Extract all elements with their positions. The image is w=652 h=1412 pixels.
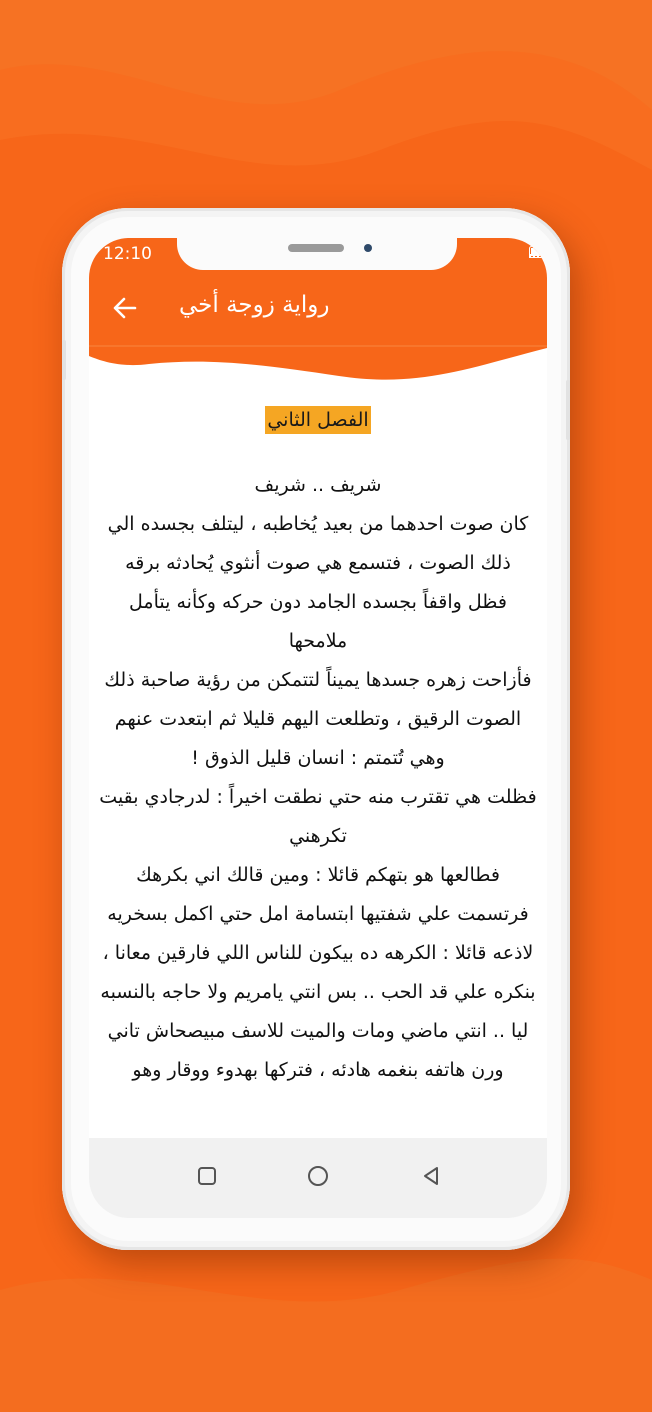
- page-title: رواية زوجة أخي: [179, 292, 330, 318]
- system-nav-bar: [89, 1138, 547, 1218]
- home-button[interactable]: [306, 1164, 330, 1188]
- triangle-back-icon: [419, 1164, 443, 1188]
- nav-back-button[interactable]: [419, 1164, 443, 1188]
- paragraph: فظلت هي تقترب منه حتي نطقت اخيراً : لدرجادي بقيت تكرهني: [99, 786, 537, 847]
- phone-screen: [89, 238, 547, 1218]
- circle-icon: [306, 1164, 330, 1188]
- chapter-content[interactable]: [89, 398, 547, 1138]
- arrow-back-icon: [111, 294, 139, 322]
- paragraph: ورن هاتفه بنغمه هادئه ، فتركها بهدوء ووقار وهو: [132, 1059, 504, 1081]
- app-bar: [89, 238, 547, 398]
- paragraph: فطالعها هو بتهكم قائلا : ومين قالك اني بكرهك: [136, 864, 500, 886]
- paragraph: فظل واقفاً بجسده الجامد دون حركه وكأنه يتأمل ملامحها: [129, 591, 507, 652]
- status-time: 12:10: [103, 244, 152, 264]
- paragraph: فأزاحت زهره جسدها يميناً لتتمكن من رؤية صاحبة ذلك الصوت الرقيق ، وتطلعت اليهم قليلا ثم ابتعدت عنهم وهي تُتمتم : انسان قليل الذوق !: [104, 669, 532, 769]
- back-button[interactable]: [111, 294, 139, 322]
- chapter-title: الفصل الثاني: [265, 406, 370, 434]
- paragraph: كان صوت احدهما من بعيد يُخاطبه ، ليتلف بجسده الي ذلك الصوت ، فتسمع هي صوت أنثوي يُحادثه برقه: [107, 513, 529, 574]
- square-icon: [195, 1164, 219, 1188]
- phone-power-button: [566, 380, 570, 440]
- front-camera: [364, 244, 372, 252]
- phone-side-button: [62, 340, 66, 380]
- chapter-heading: شريف .. شريف: [254, 474, 382, 496]
- screen-notch: [177, 238, 457, 270]
- paragraph: فرتسمت علي شفتيها ابتسامة امل حتي اكمل بسخريه لاذعه قائلا : الكرهه ده بيكون للناس اللي فارقين معانا ، بنكره علي قد الحب .. بس انتي يامريم ولا حاجه بالنسبه ليا .. انتي ماضي ومات والميت للاسف مبيصحاش تاني: [100, 903, 536, 1042]
- recents-button[interactable]: [195, 1164, 219, 1188]
- speaker-grille: [288, 244, 344, 252]
